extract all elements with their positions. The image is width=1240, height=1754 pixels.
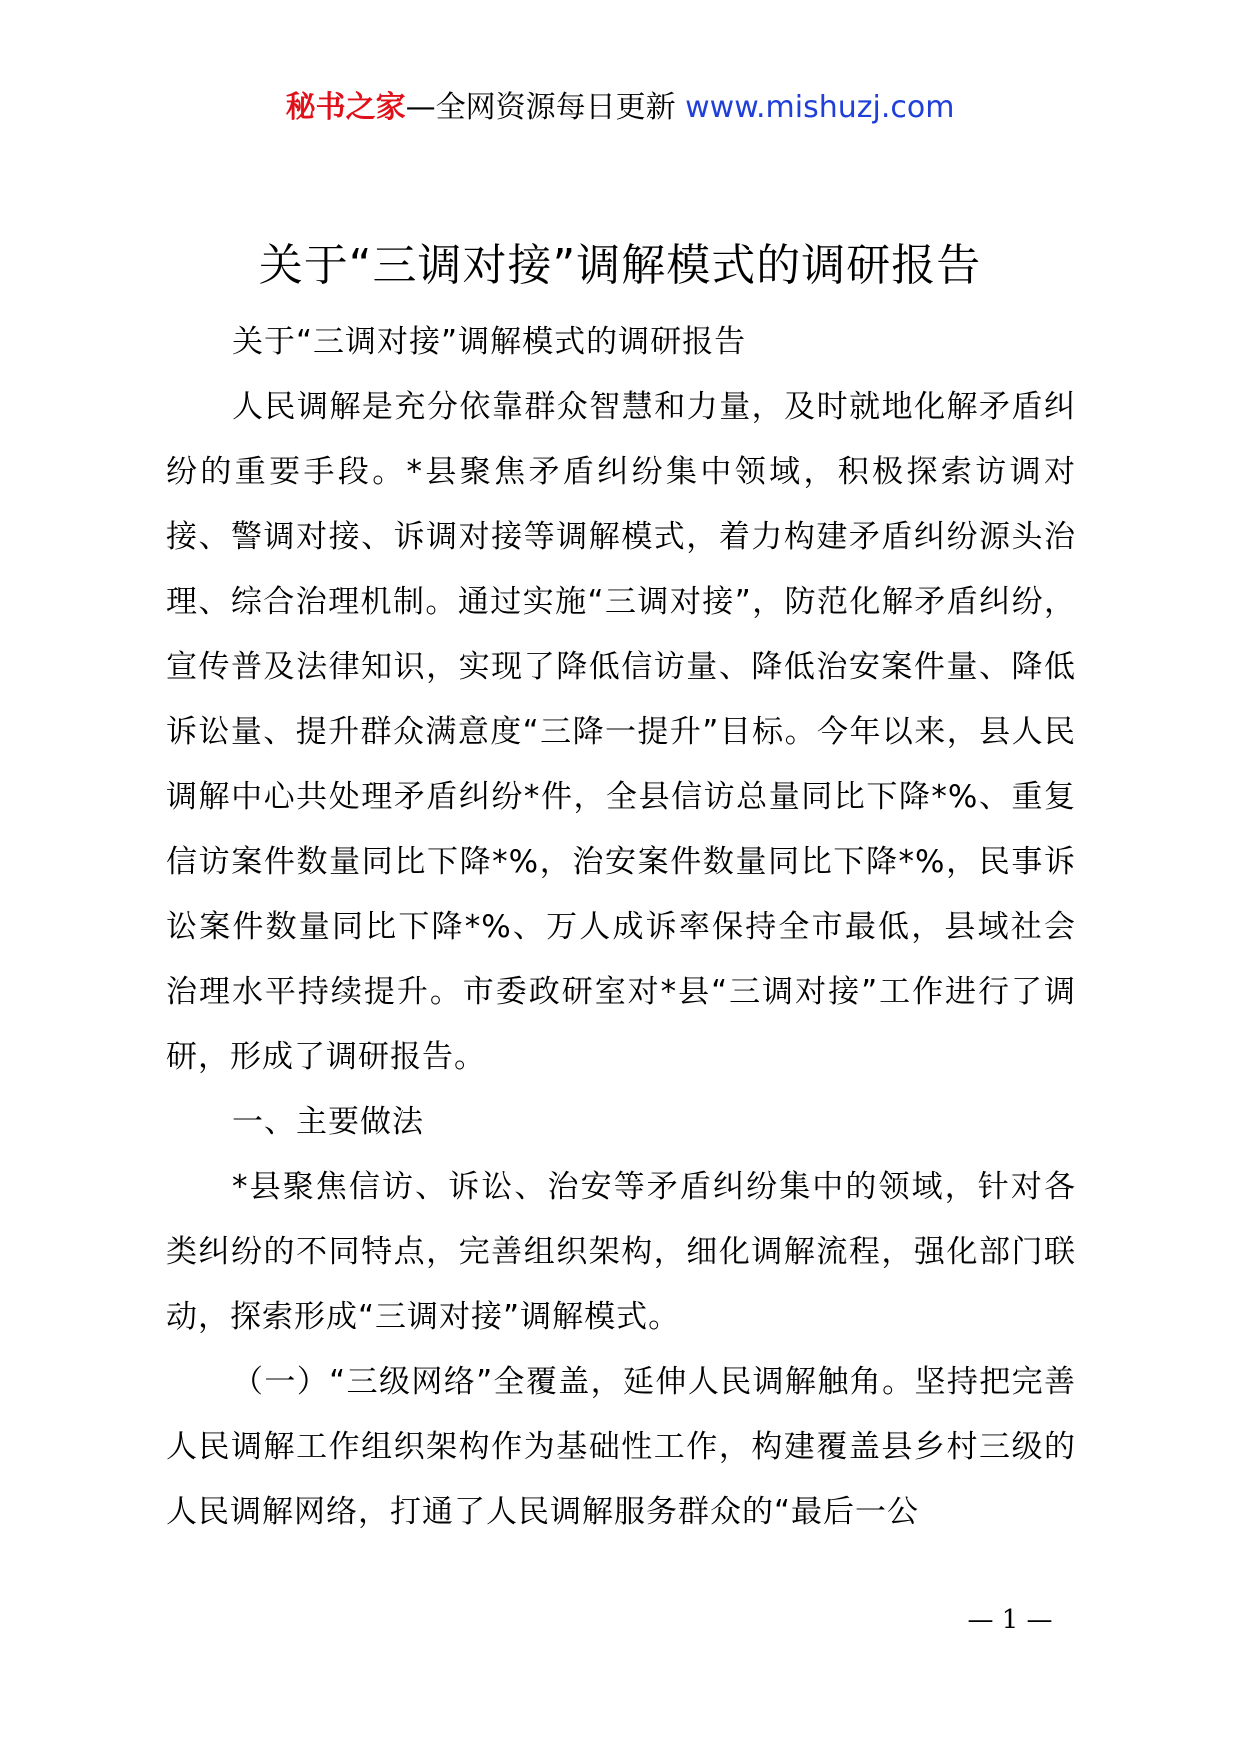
section-heading: 一、主要做法 xyxy=(232,1104,424,1140)
site-header xyxy=(0,88,1240,128)
brand-name: 秘书之家 xyxy=(285,90,406,125)
document-title: 关于“三调对接”调解模式的调研报告 xyxy=(258,240,982,291)
body-paragraph: （一）“三级网络”全覆盖，延伸人民调解触角。坚持把完善人民调解工作组织架构作为基础性工作，构建覆盖县乡村三级的人民调解网络，打通了人民调解服务群众的“最后一公 xyxy=(166,1364,1076,1530)
page-number: — 1 — xyxy=(967,1605,1053,1635)
site-url-link[interactable]: www.mishuzj.com xyxy=(685,90,955,125)
body-paragraph: *县聚焦信访、诉讼、治安等矛盾纠纷集中的领域，针对各类纠纷的不同特点，完善组织架构，细化调解流程，强化部门联动，探索形成“三调对接”调解模式。 xyxy=(166,1169,1076,1335)
document-body xyxy=(166,310,1076,1545)
header-tagline: —全网资源每日更新 xyxy=(405,90,686,125)
subtitle-paragraph: 关于“三调对接”调解模式的调研报告 xyxy=(232,324,747,360)
intro-paragraph: 人民调解是充分依靠群众智慧和力量，及时就地化解矛盾纠纷的重要手段。*县聚焦矛盾纠纷集中领域，积极探索访调对接、警调对接、诉调对接等调解模式，着力构建矛盾纠纷源头治理、综合治理机制。通过实施“三调对接”，防范化解矛盾纠纷，宣传普及法律知识，实现了降低信访量、降低治安案件量、降低诉讼量、提升群众满意度“三降一提升”目标。今年以来，县人民调解中心共处理矛盾纠纷*件，全县信访总量同比下降*%、重复信访案件数量同比下降*%，治安案件数量同比下降*%，民事诉讼案件数量同比下降*%、万人成诉率保持全市最低，县域社会治理水平持续提升。市委政研室对*县“三调对接”工作进行了调研，形成了调研报告。 xyxy=(166,389,1076,1075)
